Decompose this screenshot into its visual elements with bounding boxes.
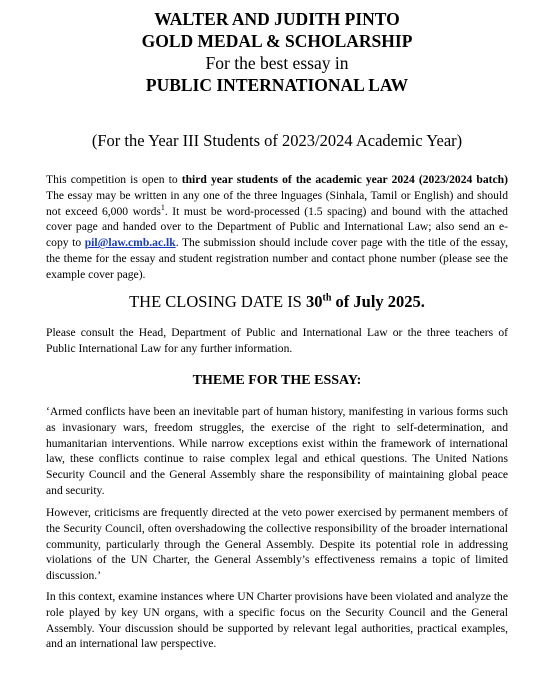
subtitle: (For the Year III Students of 2023/2024 Academic Year) bbox=[91, 131, 463, 150]
intro-text-3: . It must be word-processed (1.5 spacing) and bound with the attached cover page and handed over to the Department of Public and International Law; also send an e-copy to bbox=[46, 204, 508, 250]
closing-day-suffix: th bbox=[322, 292, 332, 304]
theme-heading: THEME FOR THE ESSAY: bbox=[192, 373, 362, 388]
title-block bbox=[0, 8, 554, 96]
theme-paragraph-1: ‘Armed conflicts have been an inevitable part of human history, manifesting in various forms such as invasionary wars, freedom struggles, the exercise of the right to self-determination, and humanitarian interventions. While narrow exceptions exist within the framework of international law, these conflicts continue to raise complex legal and ethical questions. The United Nations Security Council and the General Assembly share the responsibility of maintaining global peace and security. bbox=[46, 405, 508, 497]
theme-paragraph-2: However, criticisms are frequently directed at the veto power exercised by permanent members of the Security Council, often overshadowing the collective responsibility of the broader international community, particularly through the General Assembly. Despite its potential role in addressing violations of the UN Charter, the General Assembly’s effectiveness remains a topic of limited discussion.’ bbox=[46, 506, 508, 583]
title-line-2: GOLD MEDAL & SCHOLARSHIP bbox=[141, 31, 413, 51]
intro-text-4: . The submission should include cover page with the title of the essay, the theme for the essay and student registration number and contact phone number (please see the example cover page). bbox=[46, 236, 508, 281]
consult-paragraph: Please consult the Head, Department of Public and International Law or the three teachers of Public International Law for any further information. bbox=[46, 326, 508, 355]
intro-paragraph bbox=[46, 172, 508, 283]
title-line-3: For the best essay in bbox=[205, 53, 349, 73]
closing-prefix: THE CLOSING DATE IS bbox=[129, 292, 306, 311]
title-line-4: PUBLIC INTERNATIONAL LAW bbox=[145, 75, 409, 95]
theme-paragraph-3: In this context, examine instances where UN Charter provisions have been violated and analyze the role played by key UN organs, with a specific focus on the Security Council and the General Assembly. Your discussion should be supported by relevant legal authorities, practical examples, and an international law perspective. bbox=[46, 590, 508, 651]
title-line-1: WALTER AND JUDITH PINTO bbox=[154, 9, 400, 29]
intro-text-2: The essay may be written in any one of the three lnguages (Sinhala, Tamil or English) and should not exceed 6,000 words bbox=[46, 188, 508, 218]
email-link[interactable]: pil@law.cmb.ac.lk bbox=[84, 236, 176, 250]
intro-bold-batch: third year students of the academic year 2024 (2023/2024 batch) bbox=[181, 173, 508, 186]
footnote-mark: 1 bbox=[160, 202, 165, 212]
closing-date bbox=[0, 292, 554, 312]
intro-text-1: This competition is open to bbox=[46, 173, 182, 186]
closing-rest: of July 2025. bbox=[331, 292, 425, 311]
closing-day: 30 bbox=[306, 292, 323, 311]
